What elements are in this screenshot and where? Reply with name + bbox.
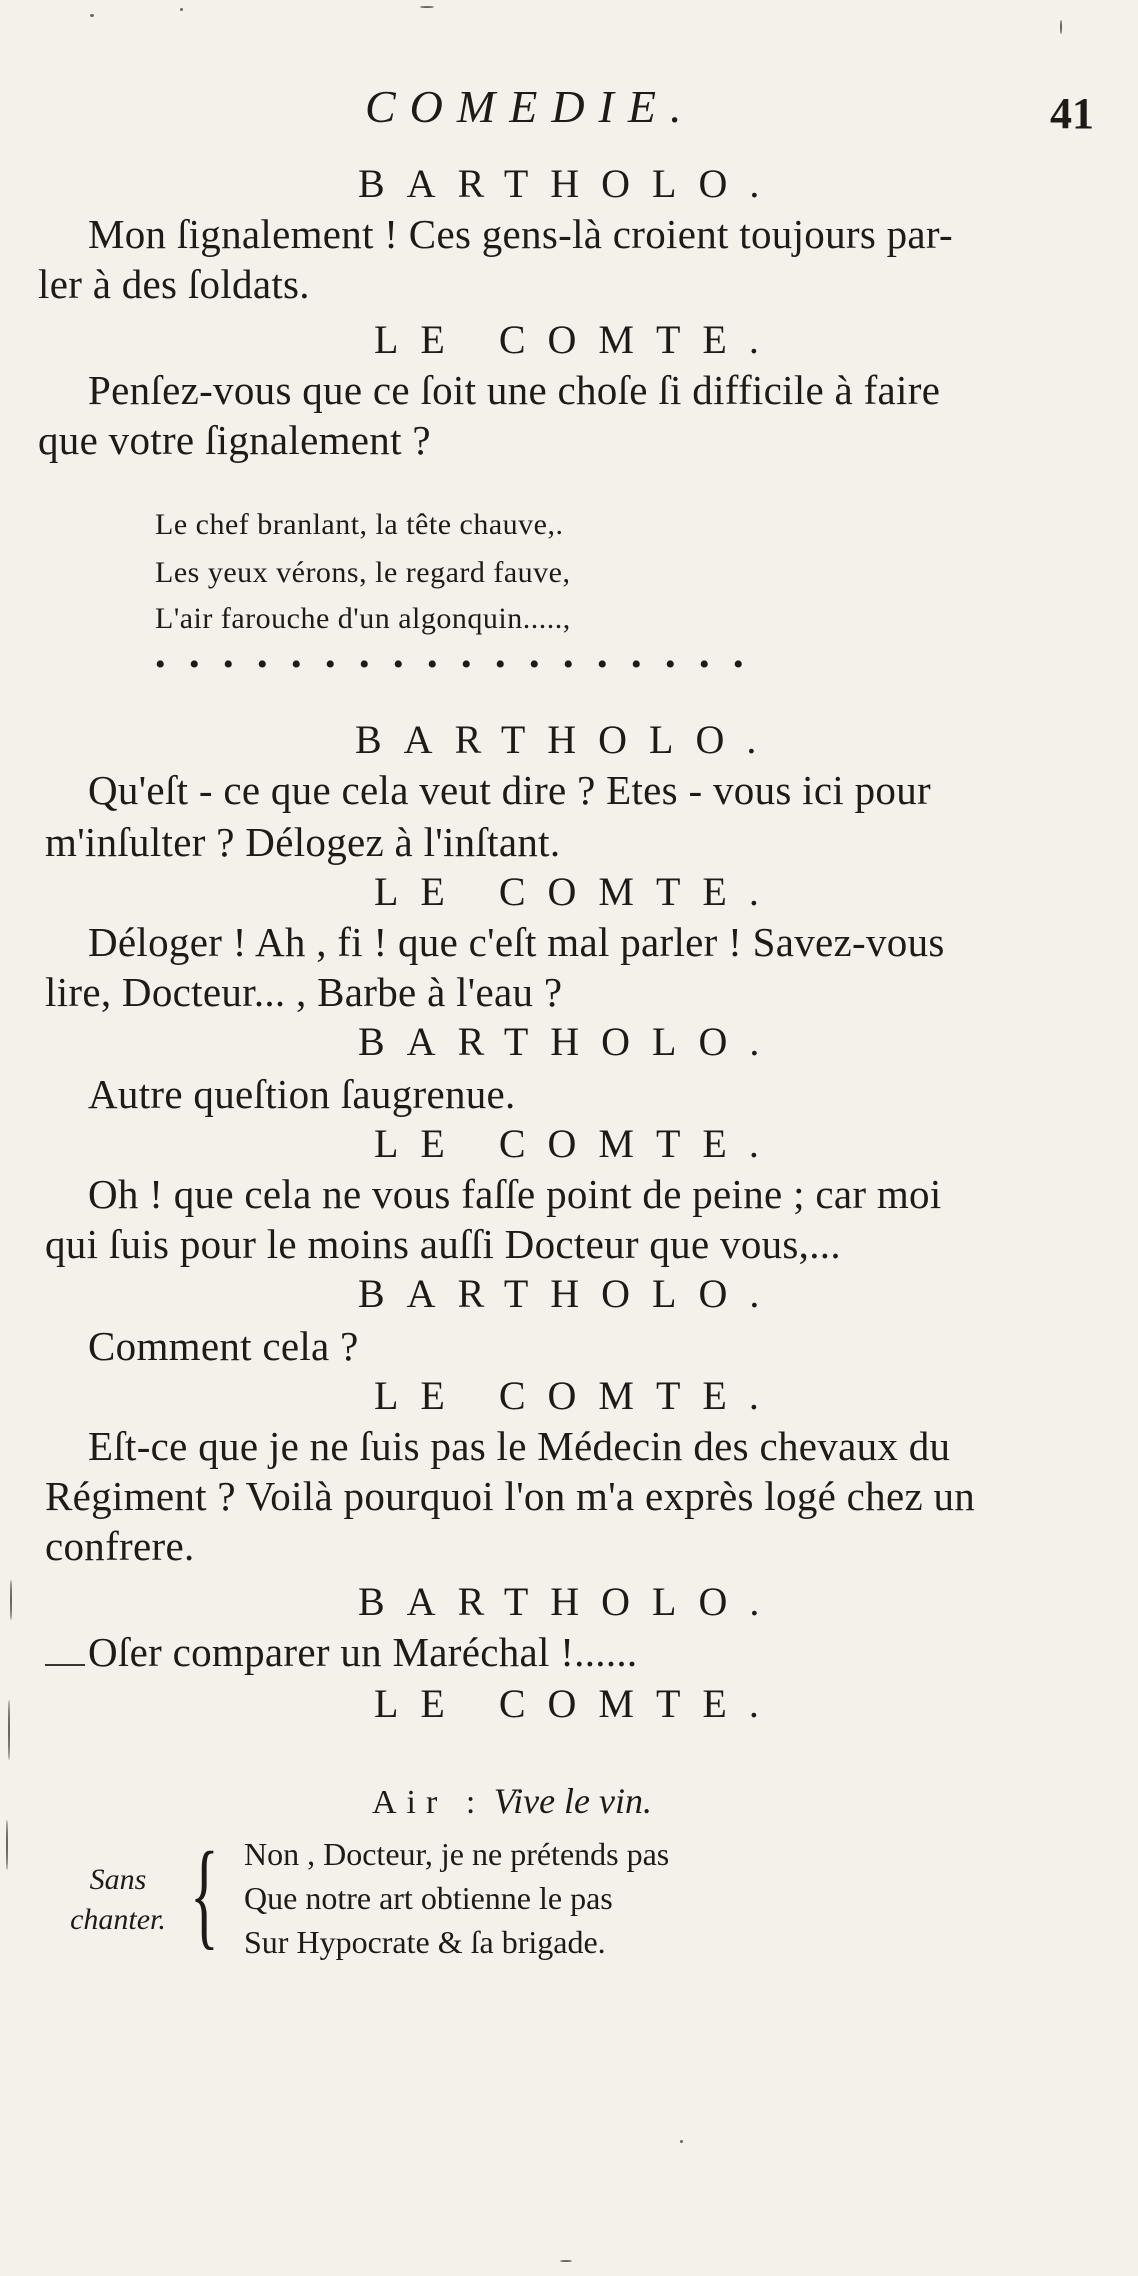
dialogue-line: Oh ! que cela ne vous faſſe point de peine ; car moi bbox=[88, 1171, 942, 1217]
speaker-name: BARTHOLO. bbox=[358, 1271, 782, 1316]
page-speck bbox=[560, 2260, 572, 2262]
speaker-name: BARTHOLO. bbox=[358, 1579, 782, 1624]
dialogue-line: Eſt-ce que je ne ſuis pas le Médecin des chevaux du bbox=[88, 1423, 951, 1469]
margin-rule bbox=[45, 1664, 85, 1666]
dialogue-line: Autre queſtion ſaugrenue. bbox=[88, 1071, 516, 1117]
dialogue-line: que votre ſignalement ? bbox=[38, 417, 431, 463]
verse-line: Le chef branlant, la tête chauve,. bbox=[155, 508, 564, 541]
dialogue-line: lire, Docteur... , Barbe à l'eau ? bbox=[45, 969, 563, 1015]
dialogue-line: Penſez-vous que ce ſoit une choſe ſi difficile à faire bbox=[88, 367, 941, 413]
dialogue-line: Qu'eſt - ce que cela veut dire ? Etes - vous ici pour bbox=[88, 767, 931, 813]
verse-line: Les yeux vérons, le regard fauve, bbox=[155, 556, 571, 589]
speaker-name: BARTHOLO. bbox=[358, 1019, 782, 1064]
dialogue-line: Oſer comparer un Maréchal !...... bbox=[88, 1629, 638, 1675]
speaker-name: LE COMTE. bbox=[374, 869, 781, 914]
verse-ellipsis: • • • • • • • • • • • • • • • • • • bbox=[155, 648, 752, 681]
dialogue-line: qui ſuis pour le moins auſſi Docteur que vous,... bbox=[45, 1221, 841, 1267]
page-number: 41 bbox=[1050, 89, 1094, 138]
speaker-name: LE COMTE. bbox=[374, 1681, 781, 1726]
speaker-name: BARTHOLO. bbox=[358, 161, 782, 206]
dialogue-line: Déloger ! Ah , fi ! que c'eſt mal parler ! Savez-vous bbox=[88, 919, 945, 965]
page-speck bbox=[6, 1820, 8, 1870]
page-speck bbox=[180, 8, 183, 11]
air-title: Vive le vin. bbox=[493, 1781, 653, 1821]
page-speck bbox=[1060, 20, 1062, 34]
song-line: Sur Hypocrate & ſa brigade. bbox=[244, 1924, 606, 1960]
dialogue-line: Comment cela ? bbox=[88, 1323, 359, 1369]
page-speck bbox=[10, 1580, 12, 1620]
air-label: Air : bbox=[372, 1784, 486, 1821]
speaker-name: LE COMTE. bbox=[374, 1121, 781, 1166]
page-speck bbox=[680, 2140, 683, 2143]
running-title: COMEDIE. bbox=[365, 81, 696, 132]
stage-direction-line: chanter. bbox=[70, 1903, 166, 1936]
verse-line: L'air farouche d'un algonquin....., bbox=[155, 602, 571, 635]
stage-direction bbox=[58, 1860, 178, 1940]
dialogue-line: Mon ſignalement ! Ces gens-là croient toujours par- bbox=[88, 211, 954, 257]
page-speck bbox=[8, 1700, 10, 1760]
page-speck bbox=[90, 14, 94, 17]
speaker-name: LE COMTE. bbox=[374, 1373, 781, 1418]
dialogue-line: ler à des ſoldats. bbox=[38, 261, 310, 307]
stage-direction-line: Sans bbox=[89, 1863, 147, 1896]
song-line: Non , Docteur, je ne prétends pas bbox=[244, 1836, 670, 1872]
song-line: Que notre art obtienne le pas bbox=[244, 1880, 613, 1916]
speaker-name: LE COMTE. bbox=[374, 317, 781, 362]
page-speck bbox=[420, 6, 434, 8]
speaker-name: BARTHOLO. bbox=[355, 717, 779, 762]
dialogue-line: confrere. bbox=[45, 1523, 195, 1569]
dialogue-line: Régiment ? Voilà pourquoi l'on m'a exprès logé chez un bbox=[45, 1473, 976, 1519]
dialogue-line: m'inſulter ? Délogez à l'inſtant. bbox=[45, 819, 561, 865]
brace-symbol: { bbox=[190, 1827, 219, 1960]
air-heading bbox=[372, 1780, 652, 1822]
